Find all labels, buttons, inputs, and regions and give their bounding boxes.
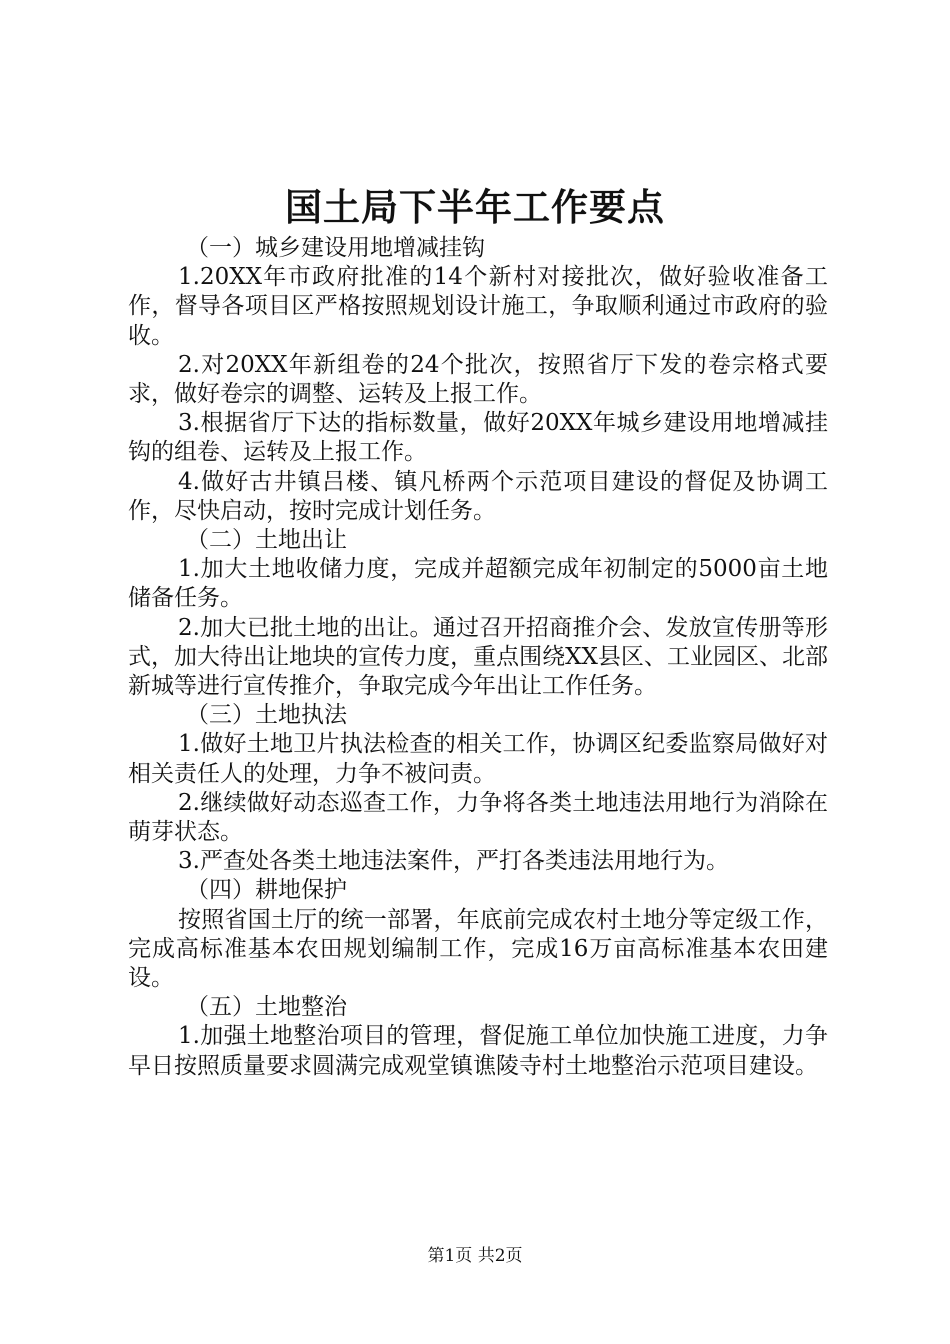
section-heading: （四）耕地保护 bbox=[186, 877, 347, 904]
section-heading: （三）土地执法 bbox=[186, 702, 347, 729]
paragraph: 3.严查处各类土地违法案件，严打各类违法用地行为。 bbox=[178, 848, 729, 875]
document-body bbox=[128, 234, 828, 1081]
paragraph: 1.加强土地整治项目的管理，督促施工单位加快施工进度，力争早日按照质量要求圆满完成观堂镇谯陵寺村土地整治示范项目建设。 bbox=[128, 1023, 828, 1079]
section-heading: （五）土地整治 bbox=[186, 994, 347, 1021]
paragraph: 3.根据省厅下达的指标数量，做好20XX年城乡建设用地增减挂钩的组卷、运转及上报工作。 bbox=[128, 410, 828, 466]
page-footer: 第1页 共2页 bbox=[427, 1246, 523, 1266]
paragraph: 2.加大已批土地的出让。通过召开招商推介会、发放宣传册等形式，加大待出让地块的宣传力度，重点围绕XX县区、工业园区、北部新城等进行宣传推介，争取完成今年出让工作任务。 bbox=[128, 614, 828, 700]
paragraph: 2.继续做好动态巡查工作，力争将各类土地违法用地行为消除在萌芽状态。 bbox=[128, 789, 828, 846]
paragraph: 按照省国土厅的统一部署，年底前完成农村土地分等定级工作，完成高标准基本农田规划编制工作，完成16万亩高标准基本农田建设。 bbox=[128, 906, 828, 992]
paragraph: 2.对20XX年新组卷的24个批次，按照省厅下发的卷宗格式要求，做好卷宗的调整、运转及上报工作。 bbox=[128, 351, 828, 408]
document-title: 国土局下半年工作要点 bbox=[285, 185, 665, 229]
paragraph: 1.20XX年市政府批准的14个新村对接批次，做好验收准备工作，督导各项目区严格按照规划设计施工，争取顺利通过市政府的验收。 bbox=[128, 264, 828, 349]
paragraph: 4.做好古井镇吕楼、镇凡桥两个示范项目建设的督促及协调工作，尽快启动，按时完成计划任务。 bbox=[128, 468, 828, 524]
section-heading: （二）土地出让 bbox=[186, 527, 347, 554]
section-heading: （一）城乡建设用地增减挂钩 bbox=[186, 235, 485, 261]
paragraph: 1.做好土地卫片执法检查的相关工作，协调区纪委监察局做好对相关责任人的处理，力争不被问责。 bbox=[128, 731, 828, 787]
paragraph: 1.加大土地收储力度，完成并超额完成年初制定的5000亩土地储备任务。 bbox=[128, 556, 828, 612]
